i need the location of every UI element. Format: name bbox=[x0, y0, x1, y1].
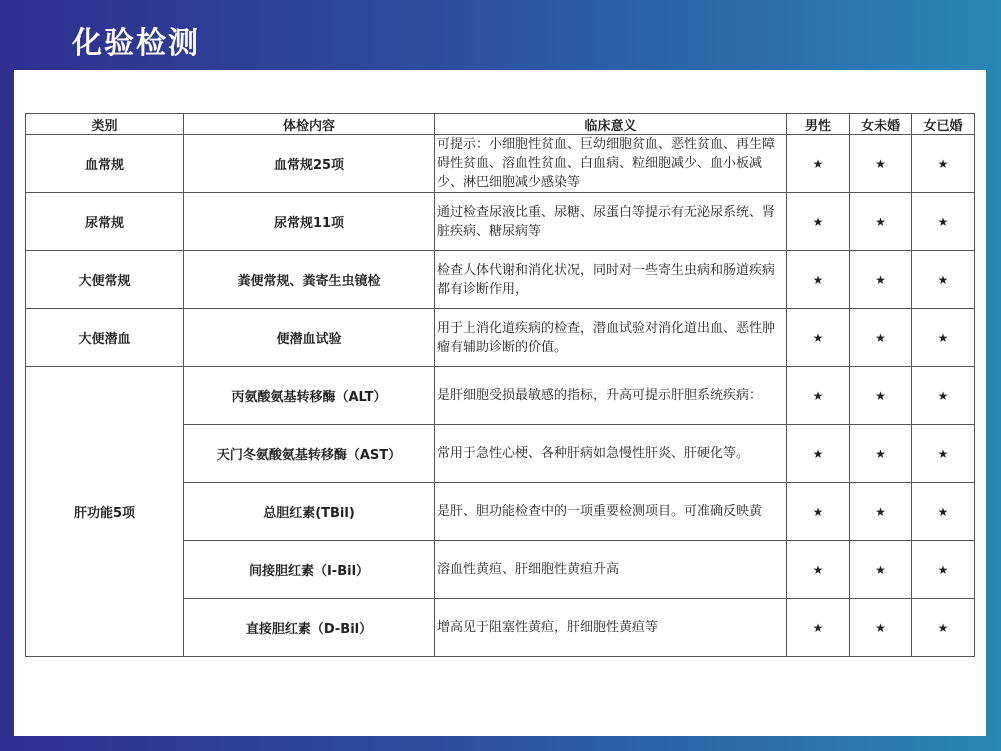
category-cell: 大便常规 bbox=[26, 251, 184, 309]
male-star-icon: ★ bbox=[787, 483, 850, 541]
female-unmarried-star-icon: ★ bbox=[850, 541, 912, 599]
item-cell: 间接胆红素（I-Bil） bbox=[184, 541, 435, 599]
female-married-star-icon: ★ bbox=[912, 541, 975, 599]
item-cell: 尿常规11项 bbox=[184, 193, 435, 251]
female-married-star-icon: ★ bbox=[912, 483, 975, 541]
header-male: 男性 bbox=[787, 114, 850, 135]
table-row bbox=[26, 251, 975, 309]
meaning-cell: 增高见于阻塞性黄疸，肝细胞性黄疸等 bbox=[435, 599, 787, 657]
table-row bbox=[26, 193, 975, 251]
table-row bbox=[26, 309, 975, 367]
male-star-icon: ★ bbox=[787, 193, 850, 251]
male-star-icon: ★ bbox=[787, 599, 850, 657]
female-married-star-icon: ★ bbox=[912, 309, 975, 367]
female-unmarried-star-icon: ★ bbox=[850, 483, 912, 541]
meaning-cell: 是肝、胆功能检查中的一项重要检测项目。可准确反映黄 bbox=[435, 483, 787, 541]
item-cell: 粪便常规、粪寄生虫镜检 bbox=[184, 251, 435, 309]
header-item: 体检内容 bbox=[184, 114, 435, 135]
meaning-cell: 可提示：小细胞性贫血、巨幼细胞贫血、恶性贫血、再生障碍性贫血、溶血性贫血、白血病、粒细胞减少、血小板减少、淋巴细胞减少感染等 bbox=[435, 135, 787, 193]
table-row bbox=[26, 367, 975, 425]
category-cell: 大便潜血 bbox=[26, 309, 184, 367]
meaning-cell: 用于上消化道疾病的检查，潜血试验对消化道出血、恶性肿瘤有辅助诊断的价值。 bbox=[435, 309, 787, 367]
female-unmarried-star-icon: ★ bbox=[850, 599, 912, 657]
checkup-table bbox=[25, 113, 975, 657]
female-married-star-icon: ★ bbox=[912, 193, 975, 251]
female-unmarried-star-icon: ★ bbox=[850, 251, 912, 309]
item-cell: 便潜血试验 bbox=[184, 309, 435, 367]
female-unmarried-star-icon: ★ bbox=[850, 193, 912, 251]
table-header-row bbox=[26, 114, 975, 135]
male-star-icon: ★ bbox=[787, 251, 850, 309]
female-unmarried-star-icon: ★ bbox=[850, 425, 912, 483]
meaning-cell: 常用于急性心梗、各种肝病如急慢性肝炎、肝硬化等。 bbox=[435, 425, 787, 483]
female-married-star-icon: ★ bbox=[912, 599, 975, 657]
item-cell: 总胆红素(TBil) bbox=[184, 483, 435, 541]
item-cell: 天门冬氨酸氨基转移酶（AST） bbox=[184, 425, 435, 483]
male-star-icon: ★ bbox=[787, 309, 850, 367]
table-row bbox=[26, 135, 975, 193]
female-unmarried-star-icon: ★ bbox=[850, 135, 912, 193]
male-star-icon: ★ bbox=[787, 425, 850, 483]
female-unmarried-star-icon: ★ bbox=[850, 309, 912, 367]
female-married-star-icon: ★ bbox=[912, 425, 975, 483]
male-star-icon: ★ bbox=[787, 367, 850, 425]
category-cell: 尿常规 bbox=[26, 193, 184, 251]
item-cell: 丙氨酸氨基转移酶（ALT） bbox=[184, 367, 435, 425]
female-married-star-icon: ★ bbox=[912, 251, 975, 309]
female-married-star-icon: ★ bbox=[912, 135, 975, 193]
category-cell: 肝功能5项 bbox=[26, 367, 184, 657]
meaning-cell: 检查人体代谢和消化状况，同时对一些寄生虫病和肠道疾病都有诊断作用， bbox=[435, 251, 787, 309]
header-female-married: 女已婚 bbox=[912, 114, 975, 135]
female-unmarried-star-icon: ★ bbox=[850, 367, 912, 425]
content-panel bbox=[14, 70, 986, 736]
item-cell: 血常规25项 bbox=[184, 135, 435, 193]
category-cell: 血常规 bbox=[26, 135, 184, 193]
item-cell: 直接胆红素（D-Bil） bbox=[184, 599, 435, 657]
header-category: 类别 bbox=[26, 114, 184, 135]
meaning-cell: 溶血性黄疸、肝细胞性黄疸升高 bbox=[435, 541, 787, 599]
male-star-icon: ★ bbox=[787, 135, 850, 193]
page-title: 化验检测 bbox=[72, 26, 200, 61]
female-married-star-icon: ★ bbox=[912, 367, 975, 425]
male-star-icon: ★ bbox=[787, 541, 850, 599]
header-meaning: 临床意义 bbox=[435, 114, 787, 135]
meaning-cell: 是肝细胞受损最敏感的指标，升高可提示肝胆系统疾病： bbox=[435, 367, 787, 425]
header-female-unmarried: 女未婚 bbox=[850, 114, 912, 135]
meaning-cell: 通过检查尿液比重、尿糖、尿蛋白等提示有无泌尿系统、肾脏疾病、糖尿病等 bbox=[435, 193, 787, 251]
